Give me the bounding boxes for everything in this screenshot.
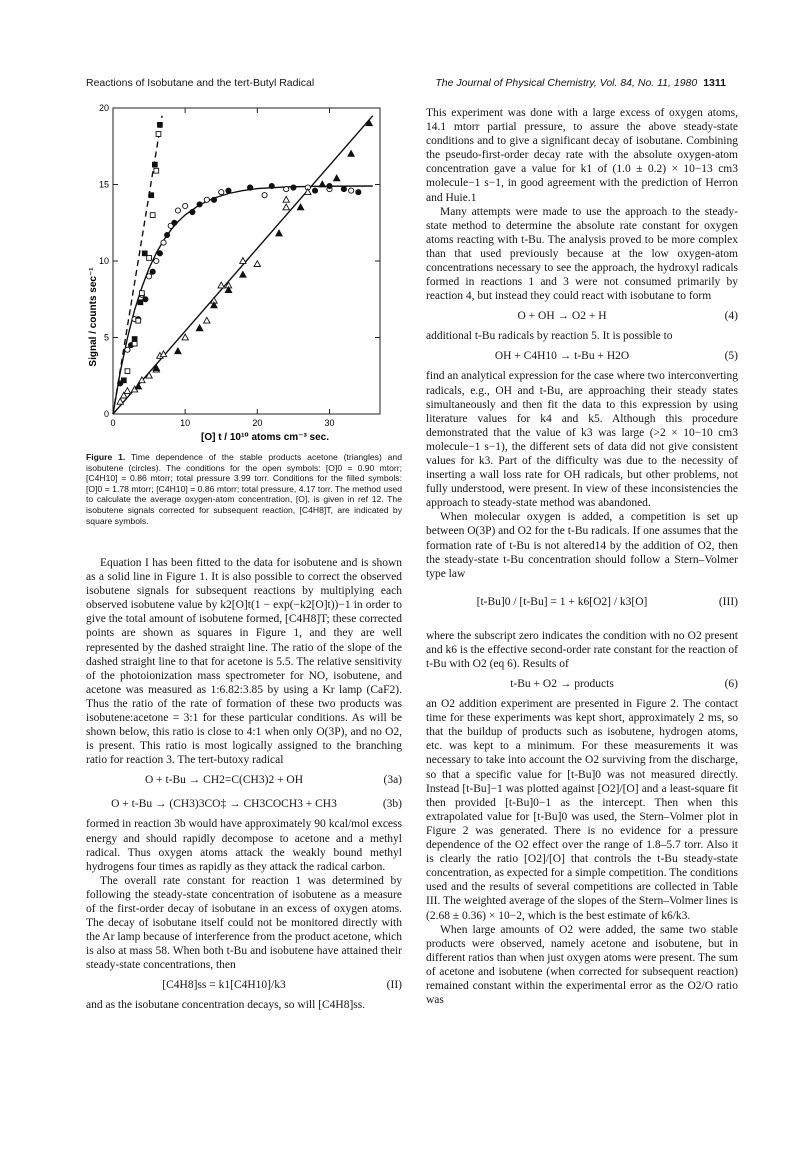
data-point-square bbox=[154, 168, 159, 173]
right-paragraph-3: additional t-Bu radicals by reaction 5. It is possible to bbox=[426, 330, 673, 343]
data-point-square bbox=[156, 132, 161, 137]
x-tick-label: 20 bbox=[252, 418, 263, 428]
isobutene-fit-curve bbox=[113, 186, 373, 414]
data-point-triangle bbox=[196, 325, 202, 331]
figure-1-caption bbox=[86, 452, 402, 526]
x-tick-label: 30 bbox=[324, 418, 335, 428]
data-point-circle bbox=[143, 297, 148, 302]
right-paragraph-6: where the subscript zero indicates the condition with no O2 present and k6 is the effective second-order rate constant for the reaction of t-Bu with O2 (eq 6). Results of bbox=[426, 629, 738, 670]
equation-6-text: t-Bu + O2 → products bbox=[510, 678, 614, 691]
data-point-square bbox=[147, 256, 152, 261]
right-paragraph-5: When molecular oxygen is added, a competition is set up between O(3P) and O2 for the t-Bu radicals. If one assumes that the formation rate of t-Bu is not altered14 by the addition of O2, then the steady-state t-Bu concentration should follow a Stern–Volmer type law bbox=[426, 511, 739, 580]
data-point-circle bbox=[146, 274, 151, 279]
right-paragraph-2: Many attempts were made to use the approach to the steady-state method to determine the absolute rate constant for oxygen atoms reacting with t-Bu. The analysis proved to be more complex than that used previously because at the low oxygen-atom concentrations necessary to see the approach, the hydroxyl radicals formed in reactions 1 and 3 were not consumed primarily by reaction 4, but instead they could react with isobutane to form bbox=[426, 205, 738, 303]
data-point-circle bbox=[312, 188, 317, 193]
data-point-circle bbox=[219, 190, 224, 195]
x-tick-label: 10 bbox=[180, 418, 191, 428]
left-paragraph-4: and as the isobutane concentration decays, so will [C4H8]ss. bbox=[86, 999, 366, 1012]
x-axis-label: [O] t / 10¹⁰ atoms cm⁻³ sec. bbox=[200, 432, 330, 443]
data-point-circle bbox=[150, 269, 155, 274]
data-point-circle bbox=[154, 258, 159, 263]
data-point-circle bbox=[190, 209, 195, 214]
equation-6-number: (6) bbox=[724, 678, 738, 691]
data-point-circle bbox=[291, 185, 296, 190]
data-point-square bbox=[132, 341, 137, 346]
y-tick-label: 20 bbox=[98, 103, 109, 113]
figure-1-chart bbox=[80, 92, 400, 447]
equation-5-number: (5) bbox=[724, 350, 738, 363]
left-paragraph-2: formed in reaction 3b would have approximately 90 kcal/mol excess energy and should rapidly decompose to acetone and a methyl radical. Thus oxygen atoms attack the weakly bound methyl hydrogens four times as rapidly as they attack the radical carbon. bbox=[86, 818, 402, 873]
data-point-circle bbox=[349, 188, 354, 193]
caption-text: Time dependence of the stable products acetone (triangles) and isobutene (circles). The conditions for the open symbols: [O]0 = 0.90 mtorr; [C4H10] = 0.86 mtorr; total pressure 3.99 torr. Conditions for the filled symbols: [O]0 = 1.78 mtorr; [C4H10] = 0.86 mtorr; total pressure, 4.17 torr. The method used to calculate the average oxygen-atom concentration, [O], is given in ref 12. The isobutene signals corrected for subsequent reaction, [C4H8]T, are indicated by square symbols. bbox=[86, 452, 402, 526]
left-paragraph-3: The overall rate constant for reaction 1 was determined by following the steady-state concentration of isobutene as a measure of the first-order decay of isobutane in an excess of oxygen atoms. The decay of isobutane itself could not be monitored directly with the Ar lamp because of interference from the product acetone, which is also at mass 58. When both t-Bu and isobutene have attained their steady-state concentrations, then bbox=[86, 874, 402, 972]
data-point-square bbox=[121, 378, 126, 383]
data-point-square bbox=[136, 318, 141, 323]
equation-II bbox=[86, 974, 402, 996]
equation-4-number: (4) bbox=[724, 310, 738, 323]
data-point-circle bbox=[327, 183, 332, 188]
data-point-square bbox=[158, 122, 163, 127]
running-header-right bbox=[426, 77, 726, 89]
equation-3a-number: (3a) bbox=[383, 774, 402, 787]
data-point-square bbox=[149, 193, 154, 198]
y-tick-label: 0 bbox=[103, 409, 109, 419]
equation-III-number: (III) bbox=[718, 595, 738, 608]
data-point-triangle bbox=[204, 317, 210, 323]
data-point-circle bbox=[356, 190, 361, 195]
left-paragraph-1: Equation I has been fitted to the data for isobutene and is shown as a solid line in Figure 1. It is also possible to correct the observed isobutene signals for subsequent reactions by multiplying each observed isobutene value by k2[O]t(1 − exp(−k2[O]t))−1 in order to give the total amount of isobutene formed, [C4H8]T; these corrected points are shown as squares in Figure 1, and they are well represented by the dashed straight line. The ratio of the slope of the dashed straight line to that for acetone is 5.5. The relative sensitivity of the photoionization mass spectrometer for NO, isobutene, and acetone was measured as 1:6.82:3.85 by using a Kr lamp (CaF2). Thus the ratio of the rate of formation of these two products was isobutene:acetone = 3:1 for these particular conditions. As will be shown below, this ratio is close to 4:1 when only O(3P), and no O2, is present. This ratio is most logically assigned to the branching ratio for reaction 3. The tert-butoxy radical bbox=[86, 557, 402, 767]
data-point-circle bbox=[284, 186, 289, 191]
data-point-circle bbox=[183, 203, 188, 208]
data-point-circle bbox=[248, 185, 253, 190]
data-point-triangle bbox=[218, 282, 224, 288]
data-point-circle bbox=[175, 208, 180, 213]
equation-III-text: [t-Bu]0 / [t-Bu] = 1 + k6[O2] / k3[O] bbox=[476, 595, 648, 608]
data-point-circle bbox=[226, 188, 231, 193]
data-point-circle bbox=[161, 240, 166, 245]
equation-6 bbox=[426, 673, 738, 695]
data-point-circle bbox=[341, 186, 346, 191]
data-point-triangle bbox=[182, 334, 188, 340]
data-point-triangle bbox=[240, 271, 246, 277]
data-point-triangle bbox=[124, 388, 130, 394]
data-point-circle bbox=[211, 197, 216, 202]
left-column bbox=[86, 556, 402, 1013]
equation-3b-text: O + t-Bu → (CH3)3CO‡ → CH3COCH3 + CH3 bbox=[111, 798, 337, 811]
data-point-triangle bbox=[135, 383, 141, 389]
equation-III bbox=[426, 583, 738, 627]
data-point-circle bbox=[197, 202, 202, 207]
y-axis-label: Signal / counts sec⁻¹ bbox=[88, 267, 99, 367]
data-point-square bbox=[150, 213, 155, 218]
equation-II-text: [C4H8]ss = k1[C4H10]/k3 bbox=[162, 979, 286, 992]
data-point-circle bbox=[125, 347, 130, 352]
equation-3a-text: O + t-Bu → CH2=C(CH3)2 + OH bbox=[144, 774, 304, 787]
right-paragraph-4: find an analytical expression for the case where two interconverting radicals, e.g., OH and t-Bu, are approaching their steady states simultaneously and then fit the data to this expression by using literature values for k4 and k5. Although this procedure demonstrated that the value of k3 was large (>2 × 10−10 cm3 molecule−1 s−1), the different sets of data did not give consistent values for k3. Part of the difficulty was due to the necessity of inserting a wall loss rate for OH radicals, but other problems, not fully understood, were present. In view of these inconsistencies the approach to steady-state method was abandoned. bbox=[426, 370, 738, 510]
data-point-triangle bbox=[276, 230, 282, 236]
equation-II-number: (II) bbox=[386, 979, 402, 992]
data-point-square bbox=[138, 300, 143, 305]
data-point-square bbox=[132, 337, 137, 342]
data-point-square bbox=[125, 369, 130, 374]
y-tick-label: 15 bbox=[98, 179, 109, 190]
data-point-circle bbox=[262, 193, 267, 198]
data-point-triangle bbox=[254, 261, 260, 267]
data-point-triangle bbox=[348, 151, 354, 157]
data-point-triangle bbox=[117, 398, 123, 404]
data-point-circle bbox=[157, 251, 162, 256]
page-number: 1311 bbox=[703, 77, 726, 89]
right-paragraph-1: This experiment was done with a large excess of oxygen atoms, 14.1 mtorr partial pressure, to assure the above steady-state conditions and to give a significant decay of isobutane. Combining the pseudo-first-order decay rate with the absolute oxygen-atom concentration gave a value for k1 of (1.0 ± 0.2) × 10−13 cm3 molecule−1 s−1, in good agreement with the prediction of Herron and Huie.1 bbox=[426, 107, 738, 204]
data-point-triangle bbox=[240, 258, 246, 264]
equation-4-text: O + OH → O2 + H bbox=[517, 310, 607, 323]
data-point-triangle bbox=[283, 196, 289, 202]
right-paragraph-8: When large amounts of O2 were added, the same two stable products were observed, namely acetone and isobutene, but in different ratios than when just oxygen atoms were present. The sum of acetone and isobutene (when corrected for subsequent reaction) remained constant within the experimental error as the O2/O ratio was bbox=[426, 923, 738, 1007]
equation-4 bbox=[426, 305, 738, 327]
data-point-triangle bbox=[319, 181, 325, 187]
equation-3a bbox=[86, 769, 402, 791]
acetone-fit-line bbox=[113, 116, 373, 414]
x-tick-label: 0 bbox=[110, 418, 116, 428]
right-paragraph-7: an O2 addition experiment are presented in Figure 2. The contact time for these experiments was kept short, approximately 2 ms, so that the buildup of products such as isobutene, hydrogen atoms, etc. was kept to a minimum. For these measurements it was necessary to take into account the O2 surviving from the discharge, so that a specific value for [t-Bu]0 was not measured directly. Instead [t-Bu]−1 was plotted against [O2]/[O] and a least-square fit then provided [t-Bu]0−1 as the intercept. Then when this extrapolated value for [t-Bu]0 was used, the Stern–Volmer plot in Figure 2 was generated. There is no evidence for a pressure dependence of the O2 effect over the range of 1.8–5.7 torr. Also it is clearly the ratio [O2]/[O] that controls the t-Bu steady-state concentration, as expected for a simple competition. The conditions used and the results of several competitions are collected in Table III. The weighted average of the slopes of the Stern–Volmer lines is (2.68 ± 0.36) × 10−2, which is the best estimate of k6/k3. bbox=[426, 698, 738, 922]
data-point-circle bbox=[172, 220, 177, 225]
journal-citation: The Journal of Physical Chemistry, Vol. 84, No. 11, 1980 bbox=[435, 77, 698, 89]
equation-3b-number: (3b) bbox=[382, 798, 402, 811]
data-point-triangle bbox=[297, 204, 303, 210]
equation-5-text: OH + C4H10 → t-Bu + H2O bbox=[494, 350, 630, 363]
running-header-left: Reactions of Isobutane and the tert-Butyl Radical bbox=[86, 77, 315, 89]
data-point-square bbox=[152, 162, 157, 167]
data-point-triangle bbox=[334, 175, 340, 181]
data-point-square bbox=[142, 251, 147, 256]
caption-label: Figure 1. bbox=[86, 452, 126, 462]
data-point-circle bbox=[165, 232, 170, 237]
data-point-circle bbox=[204, 197, 209, 202]
y-tick-label: 10 bbox=[98, 256, 109, 266]
data-point-triangle bbox=[283, 204, 289, 210]
equation-3b bbox=[86, 793, 402, 815]
data-point-triangle bbox=[175, 348, 181, 354]
data-point-circle bbox=[269, 183, 274, 188]
right-column bbox=[426, 106, 738, 1007]
y-tick-label: 5 bbox=[103, 332, 109, 343]
equation-5 bbox=[426, 345, 738, 367]
data-point-square bbox=[139, 291, 144, 296]
